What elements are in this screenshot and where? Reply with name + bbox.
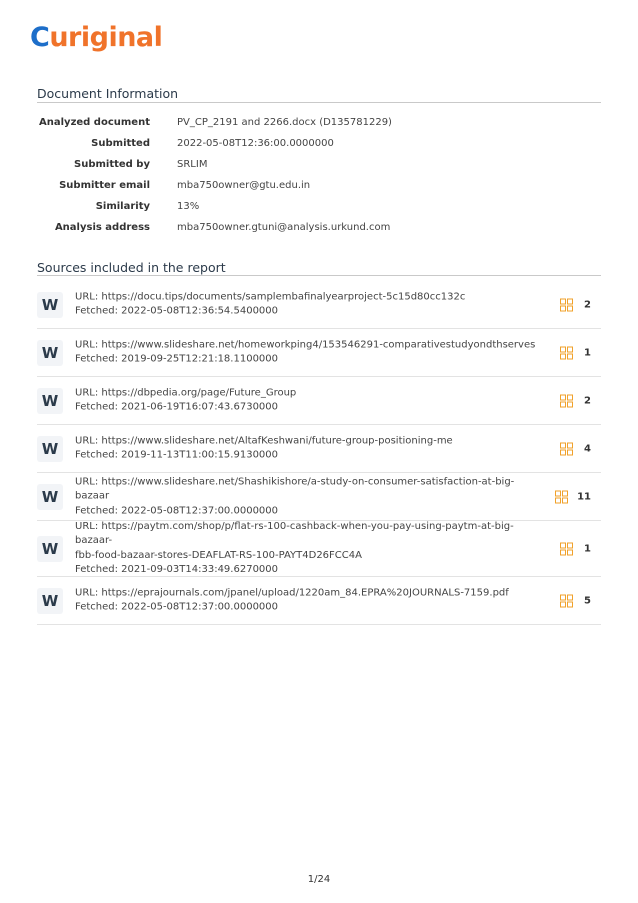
info-value: PV_CP_2191 and 2266.docx (D135781229) [177, 117, 392, 128]
info-label: Submitted by [74, 159, 150, 170]
source-text [75, 338, 545, 367]
source-item[interactable] [37, 473, 601, 521]
match-count: 5 [584, 595, 591, 606]
info-row [37, 112, 601, 133]
source-url[interactable]: URL: https://dbpedia.org/page/Future_Group [75, 387, 297, 398]
document-information-title: Document Information [37, 86, 179, 101]
source-text [75, 434, 545, 463]
match-count: 2 [584, 395, 591, 406]
web-source-icon: W [37, 388, 63, 414]
source-item[interactable] [37, 521, 601, 577]
source-item[interactable] [37, 577, 601, 625]
curiginal-logo: Curiginal [30, 22, 163, 53]
source-fetched: Fetched: 2022-05-08T12:37:00.0000000 [75, 601, 279, 613]
info-row [37, 154, 601, 175]
info-label: Similarity [95, 201, 150, 212]
match-count: 4 [584, 443, 591, 454]
info-value: SRLIM [177, 159, 208, 170]
source-url[interactable]: URL: https://eprajournals.com/jpanel/upload/1220am_84.EPRA%20JOURNALS-7159.pdf [75, 587, 509, 598]
source-text [75, 290, 545, 319]
divider [37, 102, 601, 103]
source-fetched: Fetched: 2021-09-03T14:33:49.6270000 [75, 564, 279, 575]
divider [37, 275, 601, 276]
info-label: Submitter email [59, 180, 150, 191]
matches-grid-icon[interactable] [560, 594, 573, 607]
web-source-icon: W [37, 484, 63, 510]
source-url[interactable]: URL: https://www.slideshare.net/homeworkping4/153546291-comparativestudyondthserves [75, 339, 536, 350]
match-count: 2 [584, 299, 591, 310]
info-value: 13% [177, 201, 200, 212]
match-count: 1 [584, 347, 591, 358]
matches-grid-icon[interactable] [560, 442, 573, 455]
match-count: 11 [577, 491, 591, 502]
source-url[interactable]: URL: https://www.slideshare.net/Shashikishore/a-study-on-consumer-satisfaction-at-big-bazaar [75, 475, 515, 502]
info-value: mba750owner@gtu.edu.in [177, 180, 311, 191]
source-fetched: Fetched: 2021-06-19T16:07:43.6730000 [75, 401, 279, 413]
matches-grid-icon[interactable] [555, 490, 568, 503]
matches-grid-icon[interactable] [560, 346, 573, 359]
sources-list [37, 281, 601, 625]
web-source-icon: W [37, 292, 63, 318]
source-text [75, 586, 545, 615]
matches-grid-icon[interactable] [560, 394, 573, 407]
web-source-icon: W [37, 436, 63, 462]
info-value: mba750owner.gtuni@analysis.urkund.com [177, 222, 391, 233]
source-text [75, 386, 545, 415]
source-fetched: Fetched: 2022-05-08T12:37:00.0000000 [75, 504, 279, 516]
source-item[interactable] [37, 425, 601, 473]
source-url[interactable]: fbb-food-bazaar-stores-DEAFLAT-RS-100-PAYT4D26FCC4A [75, 549, 362, 561]
source-item[interactable] [37, 281, 601, 329]
info-row [37, 217, 601, 238]
source-url[interactable]: URL: https://docu.tips/documents/samplembafinalyearproject-5c15d80cc132c [75, 291, 466, 302]
matches-grid-icon[interactable] [560, 542, 573, 555]
web-source-icon: W [37, 536, 63, 562]
source-fetched: Fetched: 2019-11-13T11:00:15.9130000 [75, 449, 279, 461]
source-text [75, 520, 545, 578]
source-url[interactable]: URL: https://paytm.com/shop/p/flat-rs-100-cashback-when-you-pay-using-paytm-at-big-bazaar- [75, 520, 514, 546]
info-label: Analyzed document [39, 117, 150, 128]
source-url[interactable]: URL: https://www.slideshare.net/AltafKeshwani/future-group-positioning-me [75, 435, 453, 446]
page-number: 1/24 [307, 874, 331, 885]
info-row [37, 133, 601, 154]
source-fetched: Fetched: 2019-09-25T12:21:18.1100000 [75, 353, 279, 365]
info-value: 2022-05-08T12:36:00.0000000 [177, 138, 334, 149]
info-label: Analysis address [54, 222, 150, 233]
info-label: Submitted [91, 138, 150, 149]
sources-title: Sources included in the report [37, 260, 226, 275]
document-info-table [37, 112, 601, 238]
web-source-icon: W [37, 340, 63, 366]
source-text [75, 475, 545, 519]
source-item[interactable] [37, 377, 601, 425]
source-fetched: Fetched: 2022-05-08T12:36:54.5400000 [75, 305, 279, 317]
matches-grid-icon[interactable] [560, 298, 573, 311]
source-item[interactable] [37, 329, 601, 377]
web-source-icon: W [37, 588, 63, 614]
match-count: 1 [584, 543, 591, 554]
info-row [37, 175, 601, 196]
info-row [37, 196, 601, 217]
